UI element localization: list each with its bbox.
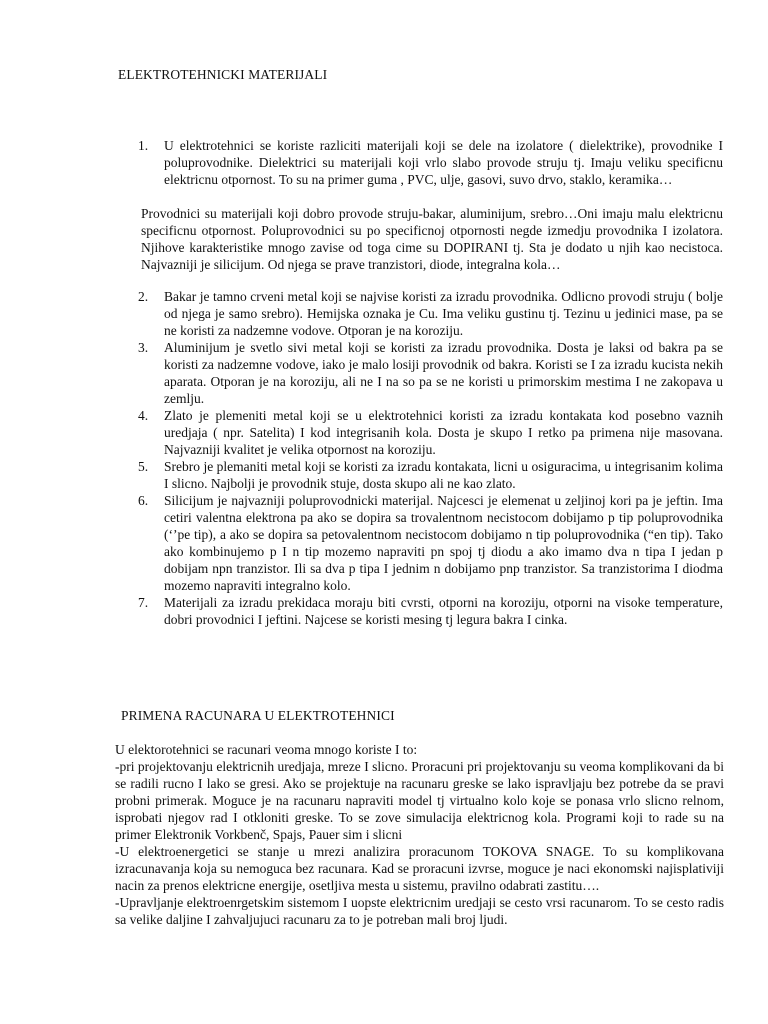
list-item-number: 3. [138,340,149,355]
list-item-number: 4. [138,408,149,423]
text-paragraph-control: -Upravljanje elektroenrgetskim sistemom I uopste elektricnim uredjaji se cesto vrsi racunarom. To se cesto radis sa velike daljine I zahvaljujuci racunaru za to je potreban mali broj ljudi. [115,895,724,927]
list-item-text: Aluminijum je svetlo sivi metal koji se koristi za izradu provodnika. Dosta je laksi od bakra pa se koristi za nadzemne vodove, iako je malo losiji provodnik od bakra. Koristi se I za izradu kucista nekih aparata. Otporan je na koroziju, ali ne I na so pa se ne koristi u primorskim mestima I ne zakopava u zemlju. [164,340,723,406]
list-item-text: Materijali za izradu prekidaca moraju biti cvrsti, otporni na koroziju, otporni na visoke temperature, dobri provodnici I jeftini. Najcese se koristi mesing tj legura bakra I cinka. [164,595,723,627]
list-item [136,407,723,458]
list-item-number: 2. [138,289,149,304]
list-item [136,339,723,407]
list-item-text: Srebro je plemaniti metal koji se koristi za izradu kontakata, licni u osiguracima, u integrisanim kolima I slicno. Najbolji je provodnik stuje, dosta skupo ali ne kao zlato. [164,459,723,491]
list-item-text: Zlato je plemeniti metal koji se u elektrotehnici koristi za izradu kontakata kod posebno vaznih uredjaja ( npr. Satelita) I kod integrisanih kola. Dosta je skupo I retko pa primena nije masovana. Najvazniji kvalitet je velika otpornost na koroziju. [164,408,723,457]
materials-list-first [136,137,723,188]
list-item-number: 5. [138,459,149,474]
list-item-text: Bakar je tamno crveni metal koji se najvise koristi za izradu provodnika. Odlicno provodi struju ( bolje od njega je samo srebro). Hemijska oznaka je Cu. Ima veliku gustinu tj. Tezinu u jedinici mase, pa se ne koristi za nadzemne vodove. Otporan je na koroziju. [164,289,723,338]
list-item-number: 6. [138,493,149,508]
list-item [136,137,723,188]
section-title-computers: PRIMENA RACUNARA U ELEKTROTEHNICI [121,708,395,723]
conductors-paragraph: Provodnici su materijali koji dobro provode struju-bakar, aluminijum, srebro…Oni imaju malu elektricnu specificnu otpornost. Poluprovodnici su po specificnoj otpornosti negde izmedju provodnika I izolatora. Njihove karakteristike mnogo zavise od toga cime su DOPIRANI tj. Sta je dodato u njih kao necistoca. Najvazniji je silicijum. Od njega se prave tranzistori, diode, integralna kola… [141,206,723,272]
text-paragraph-power-engineering: -U elektroenergetici se stanje u mrezi analizira proracunom TOKOVA SNAGE. To su komplikovana izracunavanja koja su nemoguca bez racunara. Kad se proracuni izvrse, moguce je naci ekonomski najisplativiji nacin za prenos elektricne energije, osetljiva mesta u sistemu, pravilno odabrati zastitu…. [115,844,724,893]
computers-text [115,741,724,928]
list-item-number: 7. [138,595,149,610]
list-item [136,594,723,628]
text-line-intro: U elektorotehnici se racunari veoma mnogo koriste I to: [115,742,418,757]
list-item [136,492,723,594]
list-item-text: U elektrotehnici se koriste razliciti materijali koji se dele na izolatore ( dielektrike), provodnike I poluprovodnike. Dielektrici su materijali koji vrlo slabo provode struju tj. Imaju veliku specificnu elektricnu otpornost. To su na primer guma , PVC, ulje, gasovi, suvo drvo, staklo, keramika… [164,138,723,187]
materials-list [136,288,723,628]
text-paragraph-design: -pri projektovanju elektricnih uredjaja, mreze I slicno. Proracuni pri projektovanju su veoma komplikovani da bi se radili rucno I lako se gresi. Ako se projektuje na racunaru greske se lako ispravljaju bez potrebe da se pravi probni primerak. Moguce je na racunaru napraviti model tj virtualno kolo koje se ponasa vrlo slicno relnom, isprobati njegov rad I otkloniti greske. To se zove simulacija elektricnog kola. Programi koji to rade su na primer Elektronik Vorkbenč, Spajs, Pauer sim i slicni [115,759,724,842]
list-item-text: Silicijum je najvazniji poluprovodnicki materijal. Najcesci je elemenat u zeljinoj kori pa je jeftin. Ima cetiri valentna elektrona pa ako se dopira sa trovalentnom necistocom dobijamo p tip poluprovodnika (‘’pe tip), a ako se dopira sa petovalentnom necistocom dobijamo n tip poluprovodnika (“en tip). Tako ako kombinujemo p I n tip mozemo napraviti pn spoj tj diodu a ako imamo dva n tipa I jedan p dobijam npn tranzistor. Ili sa dva p tipa I jednim n dobijamo pnp tranzistor. Sa tranzistorima I diodma mozemo napraviti integralno kolo. [164,493,723,593]
list-item [136,458,723,492]
list-item-number: 1. [138,138,149,153]
section-title-materials: ELEKTROTEHNICKI MATERIJALI [118,67,328,82]
list-item [136,288,723,339]
